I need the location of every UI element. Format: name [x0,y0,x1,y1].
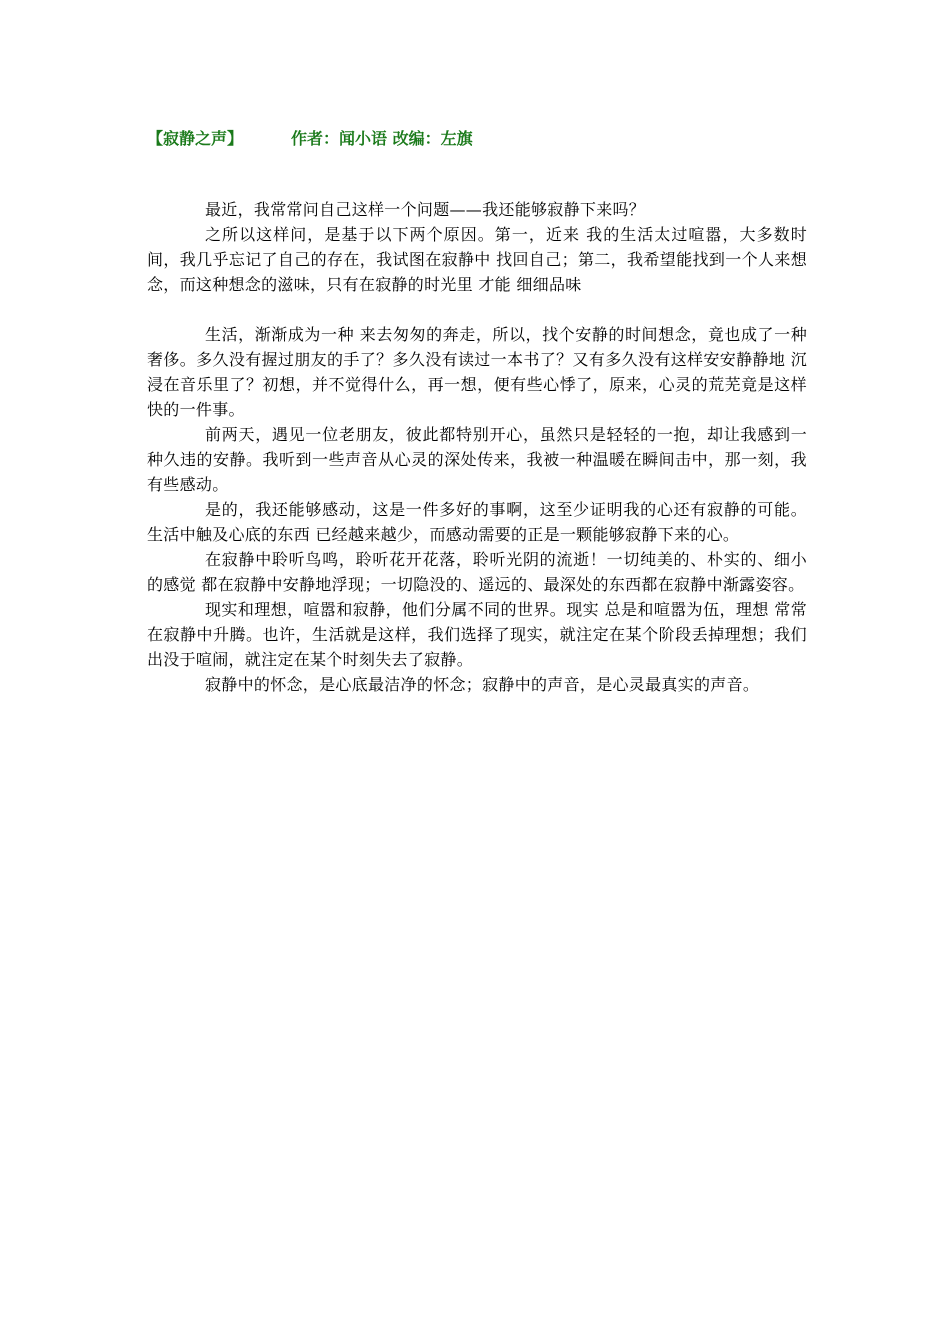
paragraph: 寂静中的怀念，是心底最洁净的怀念；寂静中的声音，是心灵最真实的声音。 [205,675,760,694]
paragraph: 之所以这样问，是基于以下两个原因。第一，近来 我的生活太过喧嚣，大多数时间，我几乎忘记了自己的存在，我试图在寂静中 找回自己；第二，我希望能找到一个人来想念，而这种想念的滋味，只有在寂静的时光里 才能 细细品味 [147,225,807,294]
paragraph: 最近，我常常问自己这样一个问题——我还能够寂静下来吗？ [205,200,646,219]
article-header [147,123,473,151]
paragraph: 现实和理想，喧嚣和寂静，他们分属不同的世界。现实 总是和喧嚣为伍，理想 常常在寂静中升腾。也许，生活就是这样，我们选择了现实，就注定在某个阶段丢掉理想；我们出没于喧闹，就注定在某个时刻失去了寂静。 [147,600,807,669]
paragraph: 在寂静中聆听鸟鸣，聆听花开花落，聆听光阴的流逝！一切纯美的、朴实的、细小的感觉 都在寂静中安静地浮现；一切隐没的、遥远的、最深处的东西都在寂静中渐露姿容。 [147,550,807,594]
article-title: 【寂静之声】 [147,128,244,148]
paragraph: 前两天，遇见一位老朋友，彼此都特别开心，虽然只是轻轻的一抱，却让我感到一种久违的安静。我听到一些声音从心灵的深处传来，我被一种温暖在瞬间击中，那一刻，我有些感动。 [147,425,807,494]
paragraph: 生活，渐渐成为一种 来去匆匆的奔走，所以，找个安静的时间想念，竟也成了一种奢侈。多久没有握过朋友的手了？多久没有读过一本书了？又有多久没有这样安安静静地 沉浸在音乐里了？初想，并不觉得什么，再一想，便有些心悸了，原来，心灵的荒芜竟是这样快的一件事。 [147,325,807,419]
article-body [147,197,807,697]
article-byline: 作者：闻小语 改编：左旗 [291,128,473,148]
paragraph: 是的，我还能够感动，这是一件多好的事啊，这至少证明我的心还有寂静的可能。生活中触及心底的东西 已经越来越少，而感动需要的正是一颗能够寂静下来的心。 [147,500,807,544]
